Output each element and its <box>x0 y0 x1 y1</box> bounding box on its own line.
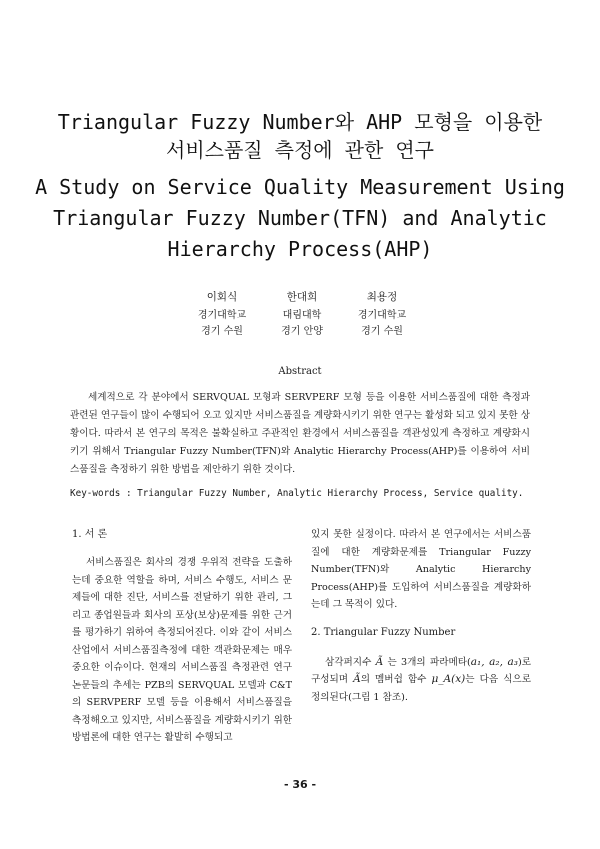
abstract-heading: Abstract <box>278 366 322 377</box>
author-location: 경기 안양 <box>281 326 323 337</box>
section-2-heading: 2. Triangular Fuzzy Number <box>311 626 456 638</box>
author-affiliation: 경기대학교 <box>357 310 407 321</box>
section-2-text: 의 멤버쉽 함수 <box>360 674 432 685</box>
korean-title <box>0 108 600 164</box>
keywords-line: Key-words : Triangular Fuzzy Number, Analytic Hierarchy Process, Service quality. <box>70 488 524 499</box>
fuzzy-number-symbol: Ã <box>353 673 361 685</box>
section-2-text: 는 3개의 파라메타( <box>383 656 471 668</box>
korean-title-line-2: 서비스품질 측정에 관한 연구 <box>166 138 434 162</box>
parameter-list: a₁, a₂, a₃ <box>470 655 518 668</box>
korean-title-line-1: Triangular Fuzzy Number와 AHP 모형을 이용한 <box>57 110 543 134</box>
author-affiliation: 대림대학 <box>282 310 322 321</box>
english-title-line-1: A Study on Service Quality Measurement Using <box>35 175 565 199</box>
author-location: 경기 수원 <box>361 326 403 337</box>
english-title <box>0 172 600 265</box>
abstract-body: 세계적으로 각 분야에서 SERVQUAL 모형과 SERVPERF 모형 등을 이용한 서비스품질에 대한 측정과 관련된 연구들이 많이 수행되어 오고 있지만 서비스품질을 계량화시키기 위한 연구는 활성화 되고 있지 못한 상황이다. 따라서 본 연구의 목적은 불확실하고 주관적인 환경에서 서비스품질을 객관성있게 측정하고 계량화시키기 위해서 Triangular Fuzzy Number(TFN)와 Analytic Hierarchy Process(AHP)를 이용하여 서비스품질을 측정하기 위한 방법을 제안하기 위한 것이다. <box>70 392 530 475</box>
right-column <box>311 526 531 706</box>
author-3 <box>327 289 437 340</box>
section-2-text: 는 다음 식으로 정의된다(그림 1 참조). <box>311 674 531 703</box>
membership-function: μ_A(x) <box>431 673 466 685</box>
author-location: 경기 수원 <box>201 326 243 337</box>
left-column <box>72 526 292 747</box>
section-2-paragraph <box>311 654 531 707</box>
section-1-paragraph: 서비스품질은 회사의 경쟁 우위적 전략을 도출하는데 중요한 역할을 하며, 서비스 수행도, 서비스 문제들에 대한 진단, 서비스를 전달하기 위한 관리, 그리고 종업원들과 회사의 포상(보상)문제를 위한 근거를 평가하기 위하여 측정되어진다. 이와 같이 서비스산업에서 서비스품질측정에 대한 객관화문제는 매우 중요한 이슈이다. 현재의 서비스품질 측정관련 연구논문들의 추세는 PZB의 SERVQUAL 모델과 C&T의 SERVPERF 모델 등을 이용해서 서비스품질을 측정해오고 있지만, 서비스품질을 계량화시키기 위한 방법론에 대한 연구는 활발히 수행되고 <box>72 557 292 743</box>
section-1-continuation: 있지 못한 실정이다. 따라서 본 연구에서는 서비스품질에 대한 계량화문제를 Triangular Fuzzy Number(TFN)와 Analytic Hierarchy Process(AHP)를 도입하여 서비스품질을 계량화하는데 그 목적이 있다. <box>311 529 531 610</box>
english-title-line-3: Hierarchy Process(AHP) <box>167 237 433 261</box>
author-name: 이회식 <box>206 291 238 303</box>
section-1-heading: 1. 서 론 <box>72 529 108 540</box>
fuzzy-number-symbol: Ã <box>375 655 384 668</box>
author-affiliation: 경기대학교 <box>197 310 247 321</box>
author-name: 한대희 <box>286 291 318 303</box>
author-name: 최용정 <box>366 291 398 303</box>
page-number: - 36 - <box>283 778 317 791</box>
section-2-text: 삼각퍼지수 <box>325 656 376 668</box>
english-title-line-2: Triangular Fuzzy Number(TFN) and Analytic <box>53 206 547 230</box>
section-2-text: )로 구성되며 <box>311 656 532 685</box>
